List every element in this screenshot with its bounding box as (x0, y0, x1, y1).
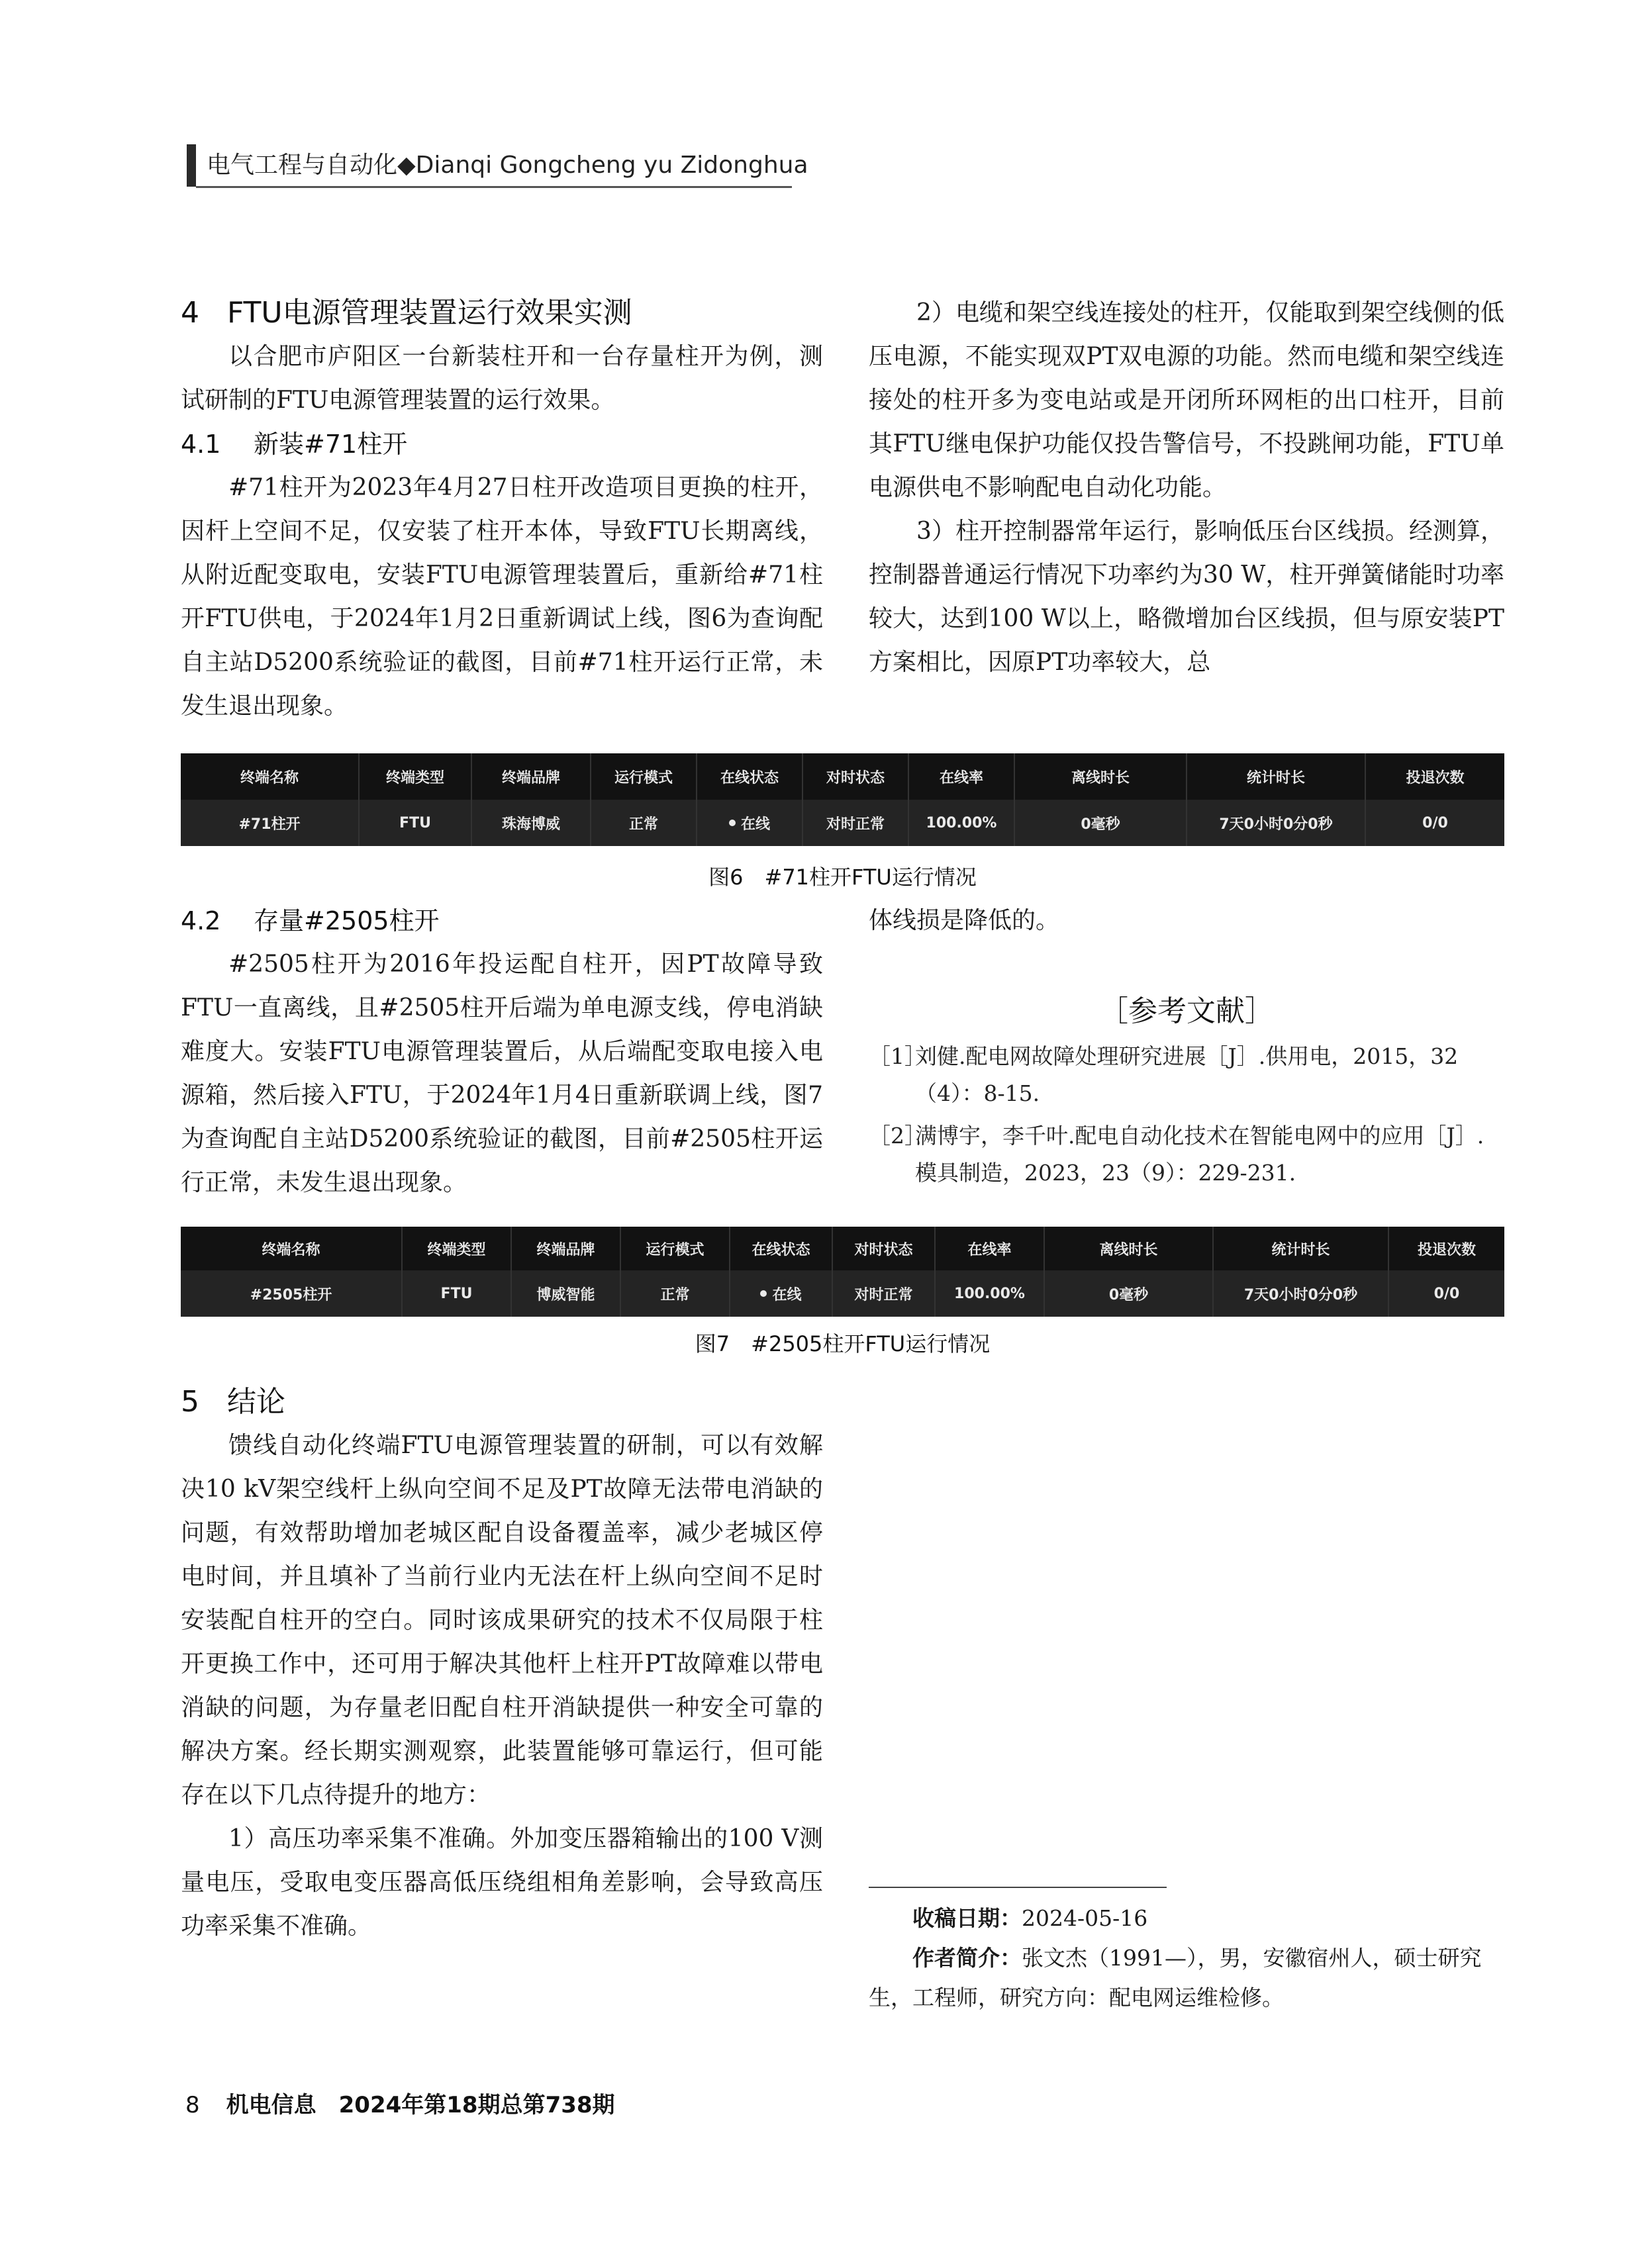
reference-item: ［2］ 满博宇，李千叶.配电自动化技术在智能电网中的应用［J］.模具制造，2023，23（9）：229-231. (869, 1123, 1484, 1186)
journal-issue: 机电信息 2024年第18期总第738期 (226, 2092, 615, 2118)
online-dot-icon (729, 820, 736, 826)
header-rule (196, 186, 792, 188)
section-4-intro: 以合肥市庐阳区一台新装柱开和一台存量柱开为例，测试研制的FTU电源管理装置的运行效果。 (181, 343, 823, 414)
figure-7-table (181, 1227, 1504, 1317)
right-column-middle (869, 899, 1504, 943)
table-header-row: 终端名称 终端类型 终端品牌 运行模式 在线状态 对时状态 在线率 离线时长 统计时长 投退次数 (181, 1227, 1504, 1270)
right-column-top (869, 291, 1504, 685)
section-4-2 (181, 899, 823, 1205)
header-bar (187, 144, 196, 187)
table-row: #2505柱开 FTU 博威智能 正常 在线 对时正常 100.00% 0毫秒 7天0小时0分0秒 0/0 (181, 1270, 1504, 1317)
point-3-continuation: 体线损是降低的。 (869, 907, 1060, 934)
section-4-2-heading: 4.2 存量#2505柱开 (181, 906, 440, 935)
journal-header: 电气工程与自动化◆Dianqi Gongcheng yu Zidonghua (207, 152, 808, 179)
references-title: ［参考文献］ (1099, 994, 1274, 1028)
section-4 (181, 291, 823, 728)
section-5-paragraph-1: 馈线自动化终端FTU电源管理装置的研制，可以有效解决10 kV架空线杆上纵向空间不足及PT故障无法带电消缺的问题，有效帮助增加老城区配自设备覆盖率，减少老城区停电时间，并且填补了当前行业内无法在杆上纵向空间不足时安装配自柱开的空白。同时该成果研究的技术不仅局限于柱开更换工作中，还可用于解决其他杆上柱开PT故障难以带电消缺的问题，为存量老旧配自柱开消缺提供一种安全可靠的解决方案。经长期实测观察，此装置能够可靠运行，但可能存在以下几点待提升的地方： (181, 1432, 823, 1809)
footnote (869, 1899, 1504, 2018)
figure-6-table (181, 753, 1504, 846)
received-date: 收稿日期：2024-05-16 (912, 1905, 1148, 1931)
figure-7-caption: 图7 #2505柱开FTU运行情况 (695, 1331, 991, 1356)
section-4-1-heading: 4.1 新装#71柱开 (181, 430, 408, 459)
table-row: #71柱开 FTU 珠海博威 正常 在线 对时正常 100.00% 0毫秒 7天0小时0分0秒 0/0 (181, 800, 1504, 846)
section-5 (181, 1380, 823, 1948)
footnote-rule (869, 1887, 1167, 1888)
author-bio: 作者简介：张文杰（1991—），男，安徽宿州人，硕士研究生，工程师，研究方向：配电网运维检修。 (869, 1945, 1482, 2010)
section-5-paragraph-2: 1）高压功率采集不准确。外加变压器箱输出的100 V测量电压，受取电变压器高低压绕组相角差影响，会导致高压功率采集不准确。 (181, 1825, 823, 1940)
point-3-paragraph: 3）柱开控制器常年运行，影响低压台区线损。经测算，控制器普通运行情况下功率约为30 W，柱开弹簧储能时功率较大，达到100 W以上，略微增加台区线损，但与原安装PT方案相比，因原PT功率较大，总 (869, 518, 1504, 676)
figure-6-caption: 图6 #71柱开FTU运行情况 (708, 865, 977, 890)
section-5-heading: 5 结论 (181, 1385, 285, 1419)
page-number: 8 (185, 2092, 200, 2118)
point-2-paragraph: 2）电缆和架空线连接处的柱开，仅能取到架空线侧的低压电源，不能实现双PT双电源的功能。然而电缆和架空线连接处的柱开多为变电站或是开闭所环网柜的出口柱开，目前其FTU继电保护功能仅投告警信号，不投跳闸功能，FTU单电源供电不影响配电自动化功能。 (869, 299, 1504, 501)
online-dot-icon (760, 1290, 767, 1297)
reference-item: ［1］ 刘健.配电网故障处理研究进展［J］.供用电，2015，32（4）：8-15. (869, 1043, 1459, 1106)
references-list (869, 1038, 1504, 1192)
section-4-heading: 4 FTU电源管理装置运行效果实测 (181, 296, 632, 330)
page-footer (185, 2089, 615, 2122)
section-4-2-paragraph: #2505柱开为2016年投运配自柱开，因PT故障导致FTU一直离线，且#2505柱开后端为单电源支线，停电消缺难度大。安装FTU电源管理装置后，从后端配变取电接入电源箱，然后接入FTU，于2024年1月4日重新联调上线，图7为查询配自主站D5200系统验证的截图，目前#2505柱开运行正常，未发生退出现象。 (181, 951, 823, 1196)
section-4-1-paragraph: #71柱开为2023年4月27日柱开改造项目更换的柱开，因杆上空间不足，仅安装了柱开本体，导致FTU长期离线，从附近配变取电，安装FTU电源管理装置后，重新给#71柱开FTU供电，于2024年1月2日重新调试上线，图6为查询配自主站D5200系统验证的截图，目前#71柱开运行正常，未发生退出现象。 (181, 474, 823, 720)
table-header-row: 终端名称 终端类型 终端品牌 运行模式 在线状态 对时状态 在线率 离线时长 统计时长 投退次数 (181, 753, 1504, 800)
